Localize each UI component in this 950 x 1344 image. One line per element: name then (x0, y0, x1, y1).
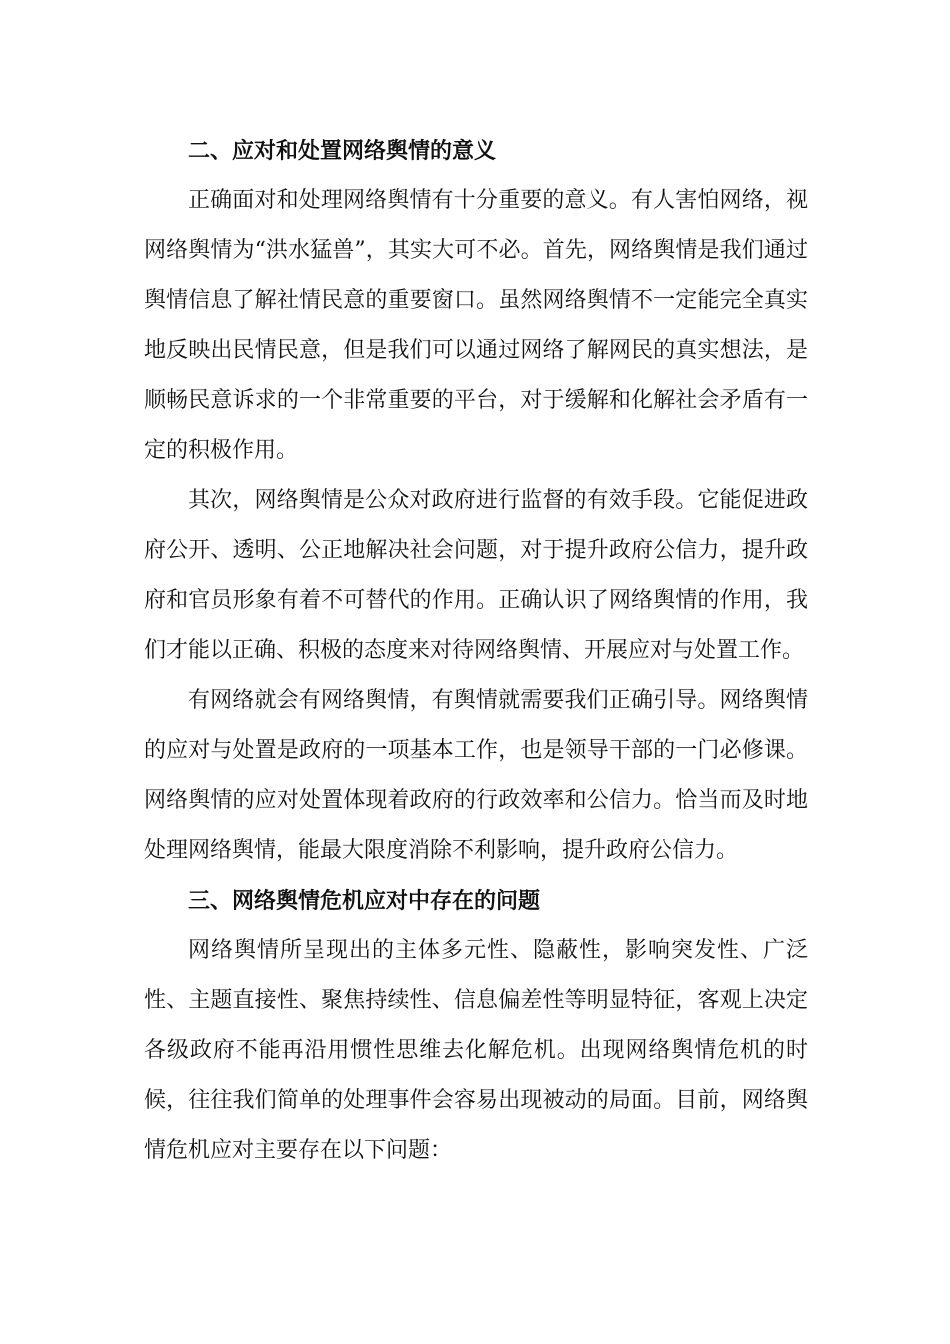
paragraph-3: 有网络就会有网络舆情，有舆情就需要我们正确引导。网络舆情的应对与处置是政府的一项基本工作，也是领导干部的一门必修课。网络舆情的应对处置体现着政府的行政效率和公信力。恰当而及时地处理网络舆情，能最大限度消除不利影响，提升政府公信力。 (144, 688, 808, 863)
section-heading-2: 二、应对和处置网络舆情的意义 (188, 138, 497, 164)
paragraph-4: 网络舆情所呈现出的主体多元性、隐蔽性，影响突发性、广泛性、主题直接性、聚焦持续性、信息偏差性等明显特征，客观上决定各级政府不能再沿用惯性思维去化解危机。出现网络舆情危机的时候，往往我们简单的处理事件会容易出现被动的局面。目前，网络舆情危机应对主要存在以下问题： (144, 938, 808, 1163)
section-heading-3: 三、网络舆情危机应对中存在的问题 (188, 888, 541, 914)
paragraph-2: 其次，网络舆情是公众对政府进行监督的有效手段。它能促进政府公开、透明、公正地解决社会问题，对于提升政府公信力，提升政府和官员形象有着不可替代的作用。正确认识了网络舆情的作用，我们才能以正确、积极的态度来对待网络舆情、开展应对与处置工作。 (144, 488, 808, 663)
document-body (144, 126, 808, 1176)
paragraph-1: 正确面对和处理网络舆情有十分重要的意义。有人害怕网络，视网络舆情为“洪水猛兽”，其实大可不必。首先，网络舆情是我们通过舆情信息了解社情民意的重要窗口。虽然网络舆情不一定能完全真实地反映出民情民意，但是我们可以通过网络了解网民的真实想法，是顺畅民意诉求的一个非常重要的平台，对于缓解和化解社会矛盾有一定的积极作用。 (144, 188, 808, 463)
